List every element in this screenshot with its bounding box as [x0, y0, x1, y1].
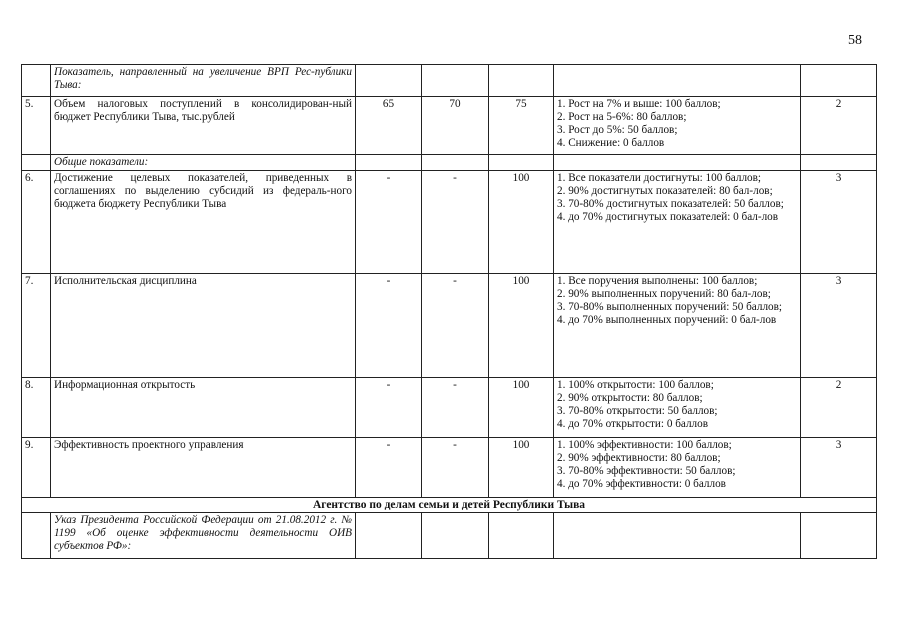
table-row-group-header	[22, 513, 877, 559]
score: 3	[801, 438, 877, 498]
value-3: 100	[489, 438, 554, 498]
page-number: 58	[848, 33, 862, 48]
value-1: 65	[356, 97, 422, 155]
value-2: -	[422, 274, 489, 378]
section-title: Агентство по делам семьи и детей Республики Тыва	[22, 498, 877, 513]
row-number: 5.	[22, 97, 51, 155]
group-header-label: Указ Президента Российской Федерации от 21.08.2012 г. № 1199 «Об оценке эффективности деятельности ОИВ субъектов РФ»:	[51, 513, 356, 559]
criteria-cell	[554, 97, 801, 155]
criterion: 4. Снижение: 0 баллов	[557, 137, 665, 149]
criterion: 4. до 70% открытости: 0 баллов	[557, 418, 709, 430]
row-number: 6.	[22, 171, 51, 274]
criterion: 2. Рост на 5-6%: 80 баллов;	[557, 111, 687, 123]
row-number: 8.	[22, 378, 51, 438]
criteria-cell	[554, 438, 801, 498]
criterion: 4. до 70% достигнутых показателей: 0 бал-лов	[557, 211, 779, 223]
criterion: 1. 100% эффективности: 100 баллов;	[557, 439, 732, 451]
criterion: 2. 90% выполненных поручений: 80 бал-лов;	[557, 288, 771, 300]
score: 3	[801, 274, 877, 378]
score: 2	[801, 97, 877, 155]
criterion: 1. Рост на 7% и выше: 100 баллов;	[557, 98, 721, 110]
criterion: 3. 70-80% эффективности: 50 баллов;	[557, 465, 736, 477]
criterion: 1. Все поручения выполнены: 100 баллов;	[557, 275, 758, 287]
criteria-cell	[554, 274, 801, 378]
criterion: 4. до 70% эффективности: 0 баллов	[557, 478, 726, 490]
table-row	[22, 438, 877, 498]
value-1: -	[356, 171, 422, 274]
table-row-group-header	[22, 155, 877, 171]
row-number: 9.	[22, 438, 51, 498]
score: 2	[801, 378, 877, 438]
value-2: -	[422, 438, 489, 498]
value-3: 75	[489, 97, 554, 155]
group-header-label: Показатель, направленный на увеличение ВРП Рес-публики Тыва:	[51, 65, 356, 97]
value-2: -	[422, 378, 489, 438]
criterion: 1. Все показатели достигнуты: 100 баллов;	[557, 172, 762, 184]
value-3: 100	[489, 171, 554, 274]
score: 3	[801, 171, 877, 274]
value-2: 70	[422, 97, 489, 155]
row-number: 7.	[22, 274, 51, 378]
criterion: 2. 90% эффективности: 80 баллов;	[557, 452, 721, 464]
indicators-table	[21, 64, 877, 559]
criterion: 3. 70-80% выполненных поручений: 50 баллов;	[557, 301, 783, 313]
criteria-cell	[554, 171, 801, 274]
criterion: 2. 90% открытости: 80 баллов;	[557, 392, 703, 404]
value-3: 100	[489, 378, 554, 438]
table-row	[22, 378, 877, 438]
criterion: 3. 70-80% открытости: 50 баллов;	[557, 405, 718, 417]
indicator-name: Эффективность проектного управления	[51, 438, 356, 498]
indicator-name: Исполнительская дисциплина	[51, 274, 356, 378]
criterion: 4. до 70% выполненных поручений: 0 бал-лов	[557, 314, 777, 326]
indicator-name: Информационная открытость	[51, 378, 356, 438]
value-3: 100	[489, 274, 554, 378]
criteria-cell	[554, 378, 801, 438]
table-row	[22, 171, 877, 274]
group-header-label: Общие показатели:	[51, 155, 356, 171]
indicator-name: Достижение целевых показателей, приведенных в соглашениях по выделению субсидий из федераль-ного бюджета бюджету Республики Тыва	[51, 171, 356, 274]
table-row	[22, 274, 877, 378]
value-1: -	[356, 438, 422, 498]
section-row	[22, 498, 877, 513]
value-2: -	[422, 171, 489, 274]
criterion: 3. Рост до 5%: 50 баллов;	[557, 124, 678, 136]
criterion: 2. 90% достигнутых показателей: 80 бал-лов;	[557, 185, 773, 197]
criterion: 1. 100% открытости: 100 баллов;	[557, 379, 714, 391]
indicator-name: Объем налоговых поступлений в консолидирован-ный бюджет Республики Тыва, тыс.рублей	[51, 97, 356, 155]
table-row	[22, 97, 877, 155]
criterion: 3. 70-80% достигнутых показателей: 50 баллов;	[557, 198, 784, 210]
value-1: -	[356, 274, 422, 378]
table-row-group-header	[22, 65, 877, 97]
value-1: -	[356, 378, 422, 438]
